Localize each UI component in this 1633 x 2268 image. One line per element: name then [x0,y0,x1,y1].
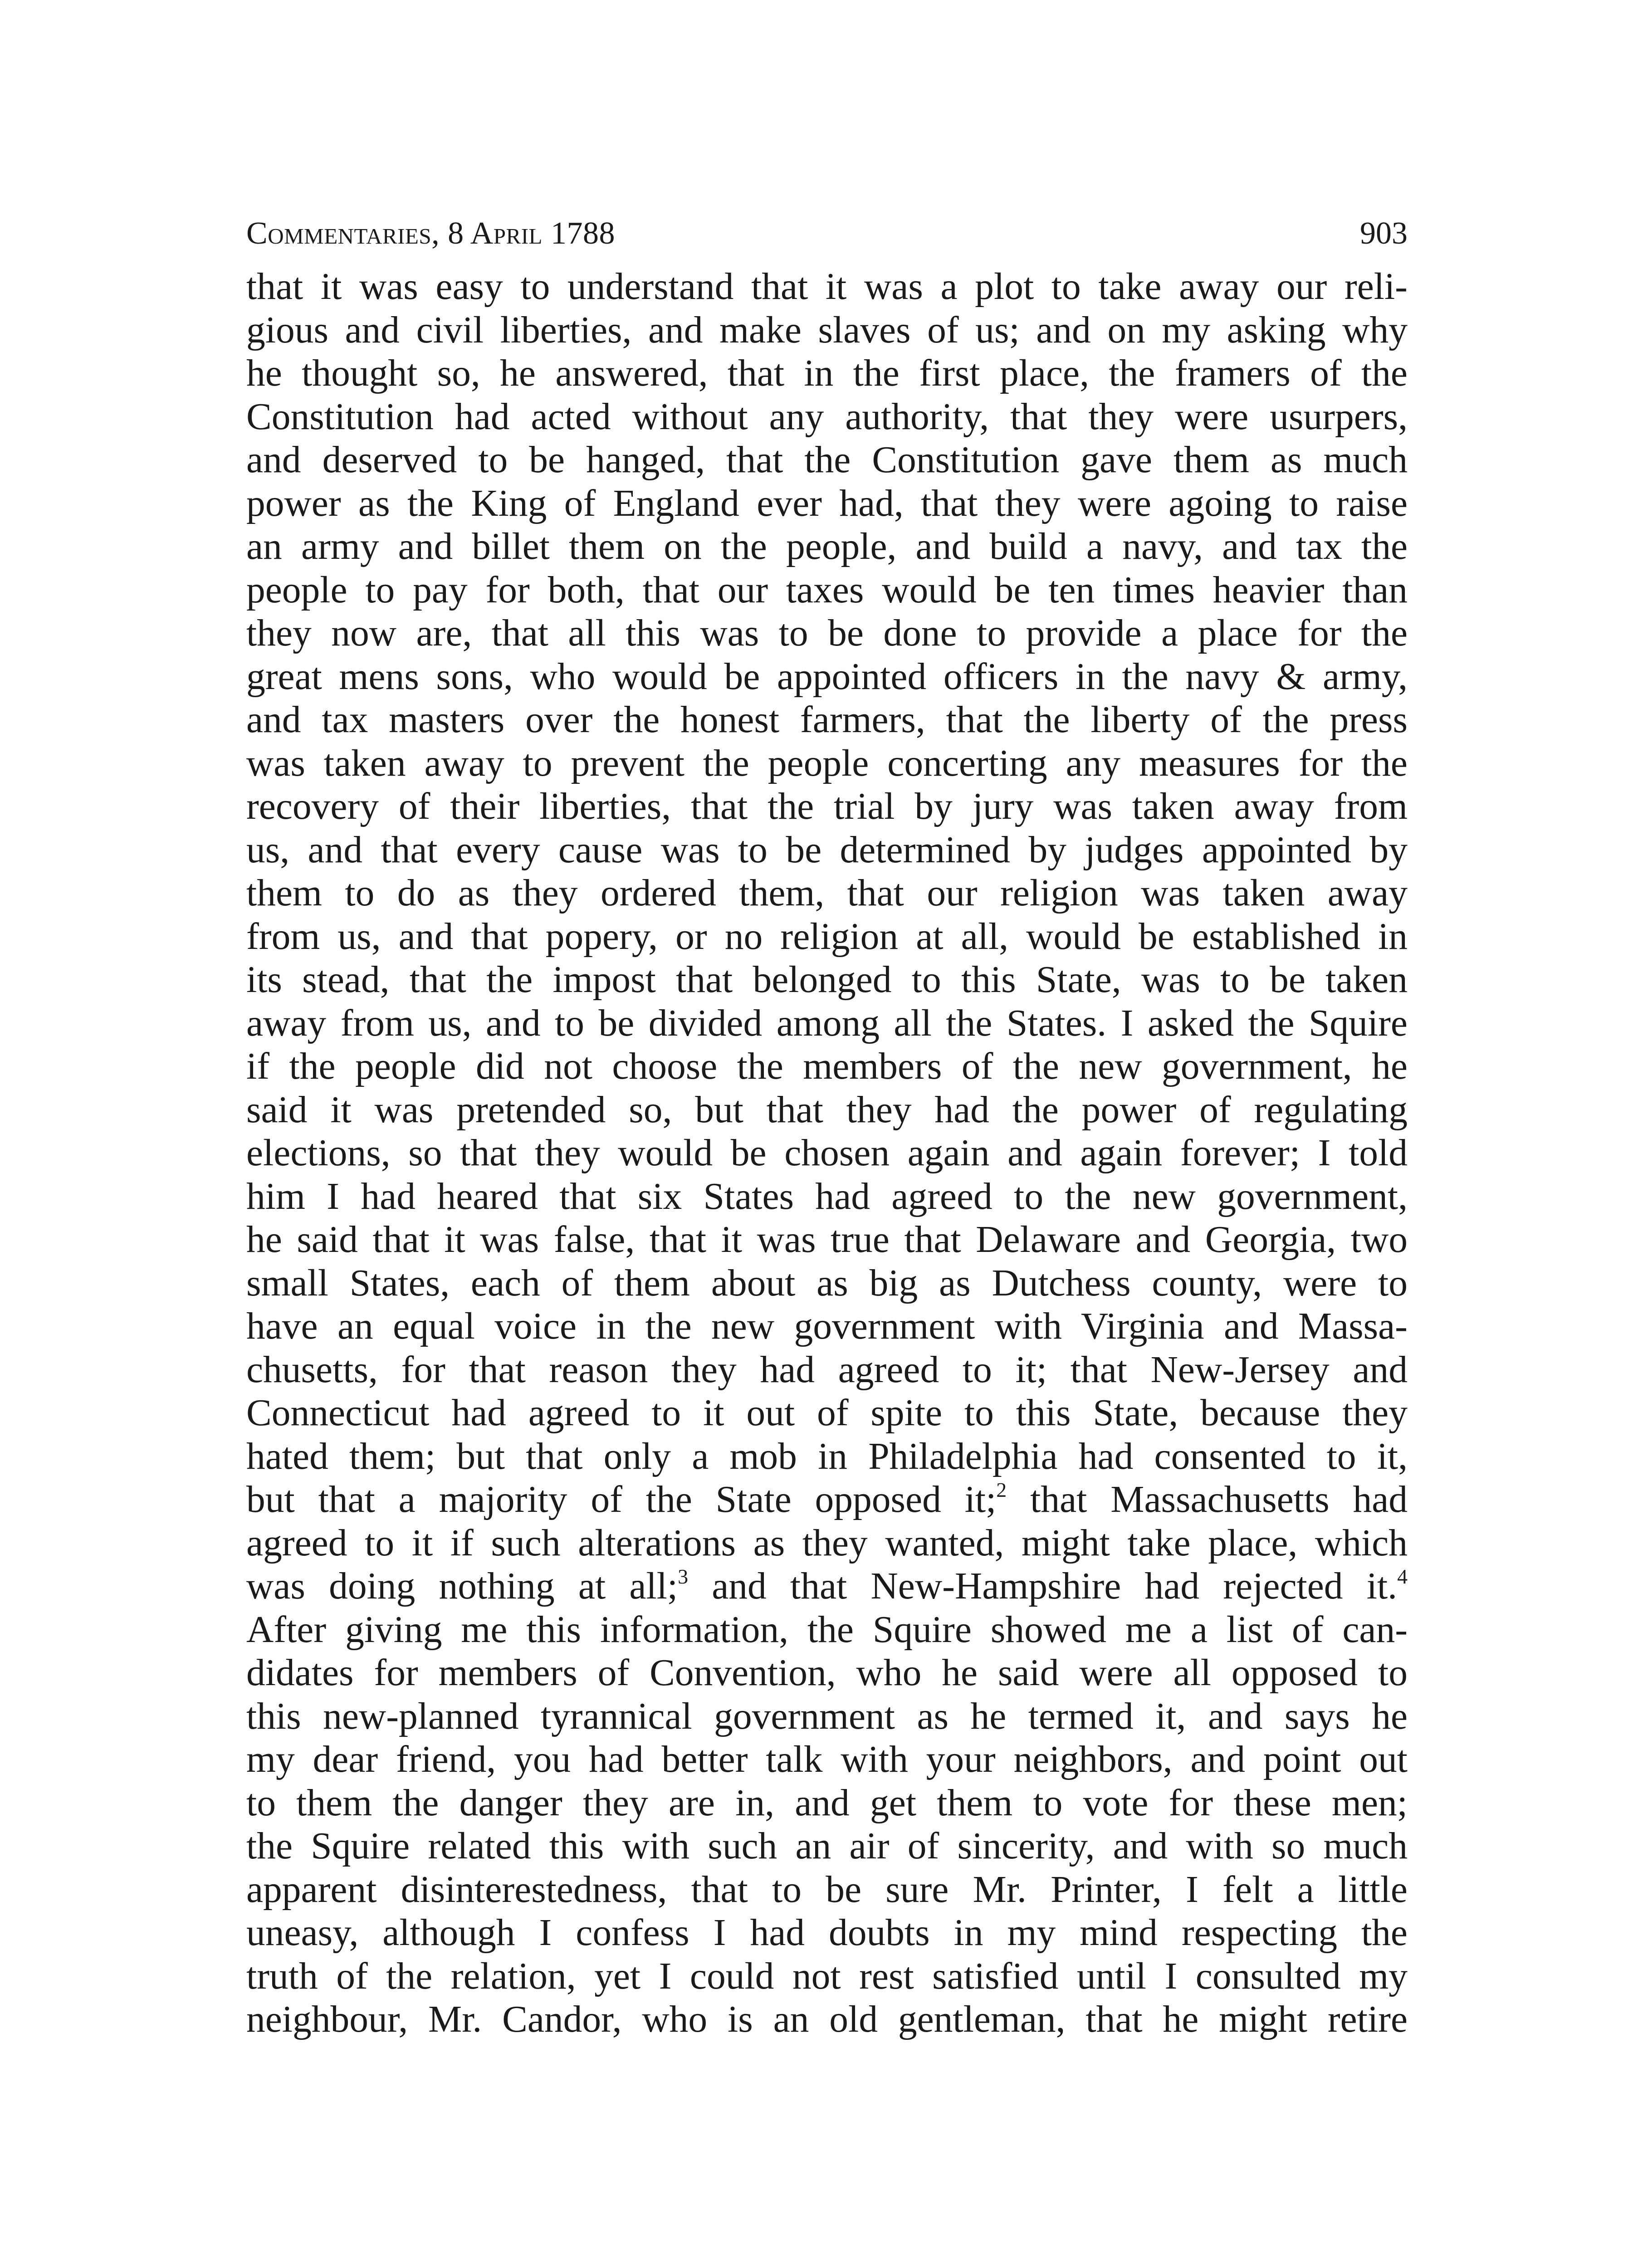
text-line [246,1218,1408,1262]
text-line [246,958,1408,1002]
text-line [246,872,1408,915]
text-line [246,1262,1408,1305]
text-line [246,699,1408,742]
text-segment: that it was easy to understand that it was a plot to take away our reli- [246,266,1408,308]
text-segment: agreed to it if such alterations as they wanted, might take place, which [246,1522,1408,1564]
text-segment: him I had heared that six States had agreed to the new government, [246,1175,1408,1217]
text-segment: didates for members of Convention, who he said were all opposed to [246,1652,1408,1694]
text-segment: have an equal voice in the new government with Virginia and Massa- [246,1305,1408,1347]
text-line [246,1695,1408,1739]
text-segment: gious and civil liberties, and make slaves of us; and on my asking why [246,309,1408,351]
text-line [246,829,1408,872]
text-segment: Connecticut had agreed to it out of spite to this State, because they [246,1392,1408,1434]
text-line [246,1565,1408,1608]
text-segment: but that a majority of the State opposed it; [246,1479,997,1520]
text-line [246,1868,1408,1912]
text-line [246,1305,1408,1349]
text-line [246,396,1408,439]
text-segment: he thought so, he answered, that in the first place, the framers of the [246,352,1408,394]
text-segment: the Squire related this with such an air of sincerity, and with so much [246,1825,1408,1867]
text-segment: if the people did not choose the members of the new government, he [246,1046,1408,1087]
text-line [246,482,1408,526]
body-text [246,265,1408,2042]
text-segment: uneasy, although I confess I had doubts in my mind respecting the [246,1912,1408,1954]
text-line [246,1045,1408,1089]
running-head-title: Commentaries, 8 April 1788 [246,216,615,251]
page-number: 903 [1360,216,1408,251]
text-segment: great mens sons, who would be appointed officers in the navy & army, [246,655,1408,698]
text-segment: they now are, that all this was to be done to provide a place for the [246,612,1408,654]
text-line [246,1089,1408,1132]
text-line [246,1349,1408,1392]
text-segment: apparent disinterestedness, that to be sure Mr. Printer, I felt a little [246,1868,1408,1911]
text-line [246,655,1408,699]
text-line [246,309,1408,352]
text-line [246,612,1408,655]
text-line [246,525,1408,569]
text-line [246,1522,1408,1565]
text-line [246,1998,1408,2042]
text-line [246,1132,1408,1175]
text-segment: was doing nothing at all; [246,1565,678,1607]
text-line [246,1608,1408,1652]
text-segment: its stead, that the impost that belonged to this State, was to be taken [246,959,1408,1001]
text-line [246,1911,1408,1955]
text-segment: truth of the relation, yet I could not rest satisfied until I consulted my [246,1955,1408,1997]
text-segment: my dear friend, you had better talk with your neighbors, and point out [246,1739,1408,1780]
text-line [246,915,1408,959]
text-segment: he said that it was false, that it was true that Delaware and Georgia, two [246,1219,1408,1261]
text-line [246,1392,1408,1435]
text-line [246,742,1408,786]
text-segment: to them the danger they are in, and get them to vote for these men; [246,1782,1408,1824]
text-line [246,1652,1408,1695]
text-segment: people to pay for both, that our taxes would be ten times heavier than [246,569,1408,611]
text-segment: this new-planned tyrannical government as he termed it, and says he [246,1695,1408,1737]
text-segment: recovery of their liberties, that the trial by jury was taken away from [246,786,1408,827]
text-segment: neighbour, Mr. Candor, who is an old gentleman, that he might retire [246,1999,1408,2040]
text-line [246,1825,1408,1868]
text-segment: small States, each of them about as big as Dutchess county, were to [246,1262,1408,1304]
text-line [246,785,1408,829]
text-line [246,569,1408,612]
text-segment: hated them; but that only a mob in Philadelphia had consented to it, [246,1435,1408,1477]
text-segment: Constitution had acted without any authority, that they were usurpers, [246,396,1408,438]
text-segment: power as the King of England ever had, that they were agoing to raise [246,482,1408,524]
text-line [246,1478,1408,1522]
footnote-marker: 3 [678,1564,689,1588]
text-line [246,1002,1408,1046]
text-line [246,1435,1408,1479]
running-head [246,213,1408,254]
text-line [246,1175,1408,1219]
text-line [246,265,1408,309]
text-segment: them to do as they ordered them, that our religion was taken away [246,872,1408,914]
text-line [246,1782,1408,1825]
text-segment: said it was pretended so, but that they had the power of regulating [246,1089,1408,1131]
text-line [246,352,1408,396]
text-line [246,1955,1408,1999]
text-segment: and tax masters over the honest farmers, that the liberty of the press [246,699,1408,741]
text-segment: that Massachusetts had [1007,1479,1408,1520]
text-segment: was taken away to prevent the people concerting any measures for the [246,742,1408,784]
text-segment: us, and that every cause was to be determined by judges appointed by [246,829,1408,871]
text-segment: chusetts, for that reason they had agreed to it; that New-Jersey and [246,1349,1408,1391]
footnote-marker: 2 [996,1478,1007,1501]
text-segment: from us, and that popery, or no religion at all, would be established in [246,915,1408,958]
text-segment: and that New-Hampshire had rejected it. [688,1565,1398,1607]
text-segment: and deserved to be hanged, that the Constitution gave them as much [246,439,1408,481]
text-segment: After giving me this information, the Squire showed me a list of can- [246,1608,1408,1651]
text-segment: away from us, and to be divided among all the States. I asked the Squire [246,1002,1408,1044]
text-segment: elections, so that they would be chosen again and again forever; I told [246,1132,1408,1174]
footnote-marker: 4 [1397,1564,1408,1588]
text-line [246,1738,1408,1782]
text-line [246,439,1408,482]
text-segment: an army and billet them on the people, and build a navy, and tax the [246,526,1408,567]
